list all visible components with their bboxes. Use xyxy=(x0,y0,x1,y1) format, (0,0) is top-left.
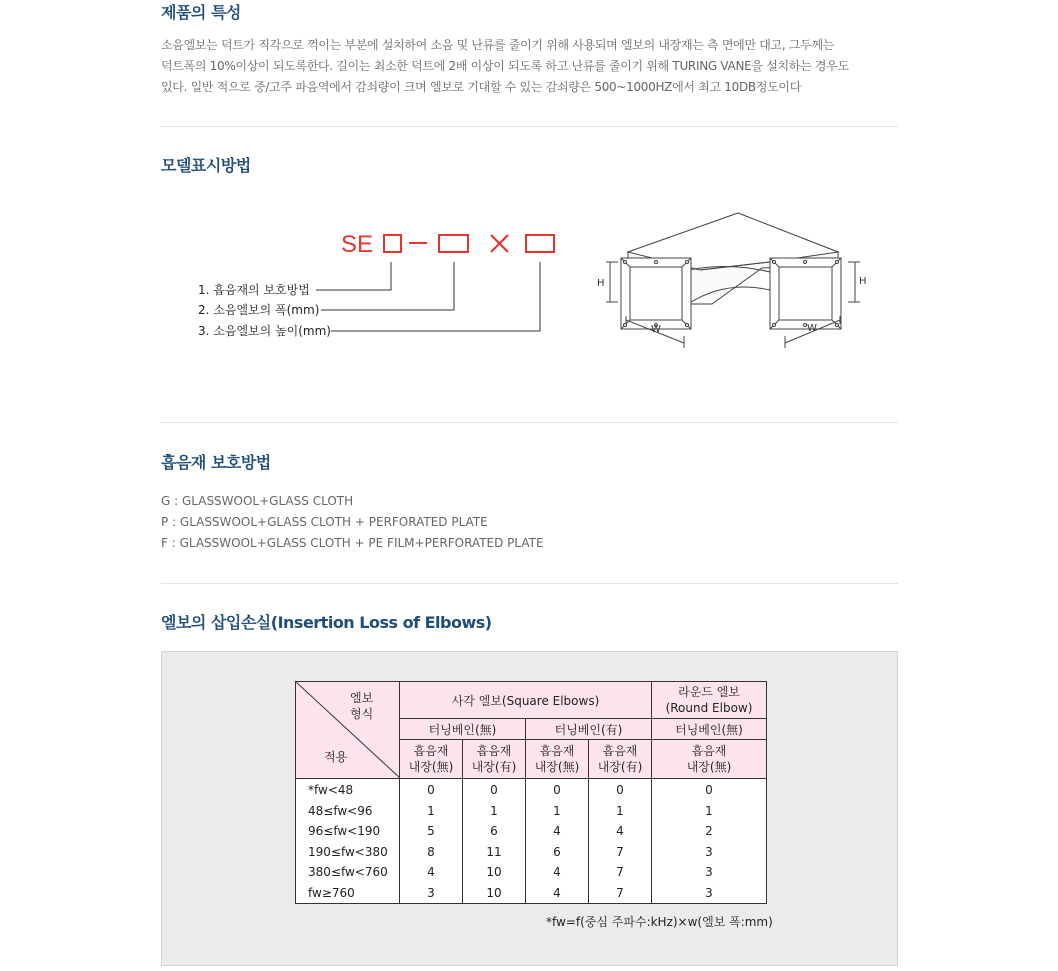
lining-header xyxy=(463,740,526,779)
value-cell: 1 xyxy=(463,801,526,822)
model-diagram xyxy=(0,0,1058,420)
apply-label: 적용 xyxy=(324,750,348,764)
value-cell: 6 xyxy=(526,842,589,863)
lining-label: 내장(無) xyxy=(408,760,454,774)
value-cell: 4 xyxy=(526,862,589,883)
legend-2: 2. 소음엘보의 폭(mm) xyxy=(198,303,320,317)
vane-no-header: 터닝베인(無) xyxy=(400,719,526,740)
protection-section xyxy=(161,450,898,554)
lining-label: 내장(無) xyxy=(534,760,580,774)
value-cell: 0 xyxy=(652,779,767,801)
value-cell: 10 xyxy=(463,883,526,904)
features-line-2: 덕트폭의 10%이상이 되도록한다. 길이는 최소한 덕트에 2배 이상이 되도록 하고 난류를 줄이기 위해 TURING VANE을 설치하는 경우도 xyxy=(161,59,849,73)
table-row xyxy=(296,821,767,842)
insertion-loss-table xyxy=(295,681,767,904)
abs-label: 흡음재 xyxy=(602,744,638,758)
type-label-2: 형식 xyxy=(350,707,374,721)
table-row xyxy=(296,801,767,822)
value-cell: 2 xyxy=(652,821,767,842)
dim-h-left: H xyxy=(597,278,605,289)
value-cell: 1 xyxy=(400,801,463,822)
vane-yes-header: 터닝베인(有) xyxy=(526,719,652,740)
insertion-section xyxy=(161,610,898,633)
value-cell: 4 xyxy=(400,862,463,883)
lining-label: 내장(有) xyxy=(597,760,643,774)
footnote: *fw=f(중심 주파수:kHz)×w(엘보 폭:mm) xyxy=(546,915,773,929)
divider xyxy=(161,583,898,584)
cond-cell: 190≤fw<380 xyxy=(296,842,400,863)
value-cell: 0 xyxy=(589,779,652,801)
dim-h-right: H xyxy=(859,276,867,287)
lining-header xyxy=(400,740,463,779)
protection-title: 흡음재 보호방법 xyxy=(161,453,271,472)
divider xyxy=(161,422,898,423)
value-cell: 0 xyxy=(400,779,463,801)
legend-1: 1. 흡음재의 보호방법 xyxy=(198,283,310,297)
abs-label: 흡음재 xyxy=(539,744,575,758)
abs-label: 흡음재 xyxy=(691,744,727,758)
value-cell: 7 xyxy=(589,862,652,883)
protection-item: F : GLASSWOOL+GLASS CLOTH + PE FILM+PERFORATED PLATE xyxy=(161,536,544,550)
value-cell: 0 xyxy=(463,779,526,801)
cond-cell: 96≤fw<190 xyxy=(296,821,400,842)
lining-label: 내장(無) xyxy=(686,760,732,774)
leader-1 xyxy=(316,262,391,290)
value-cell: 7 xyxy=(589,842,652,863)
round-elbow-header xyxy=(652,682,767,719)
type-apply-header xyxy=(296,682,400,779)
code-box-2 xyxy=(439,235,468,252)
abs-label: 흡음재 xyxy=(476,744,512,758)
protection-item: P : GLASSWOOL+GLASS CLOTH + PERFORATED PLATE xyxy=(161,515,488,529)
type-label-1: 엘보 xyxy=(350,691,374,705)
value-cell: 1 xyxy=(589,801,652,822)
lining-header xyxy=(526,740,589,779)
table-row xyxy=(296,842,767,863)
value-cell: 4 xyxy=(589,821,652,842)
dim-w-left: W xyxy=(651,324,661,335)
dim-w-right: W xyxy=(807,323,817,334)
cond-cell: fw≥760 xyxy=(296,883,400,904)
code-prefix: SE xyxy=(341,231,374,258)
cond-cell: *fw<48 xyxy=(296,779,400,801)
protection-item: G : GLASSWOOL+GLASS CLOTH xyxy=(161,494,354,508)
value-cell: 3 xyxy=(652,842,767,863)
value-cell: 8 xyxy=(400,842,463,863)
value-cell: 3 xyxy=(400,883,463,904)
features-title: 제품의 특성 xyxy=(161,3,241,22)
value-cell: 11 xyxy=(463,842,526,863)
legend-3: 3. 소음엘보의 높이(mm) xyxy=(198,324,331,338)
cond-cell: 48≤fw<96 xyxy=(296,801,400,822)
insertion-panel xyxy=(161,651,898,966)
value-cell: 1 xyxy=(526,801,589,822)
leader-2 xyxy=(321,262,454,310)
value-cell: 4 xyxy=(526,821,589,842)
lining-label: 내장(有) xyxy=(471,760,517,774)
code-box-3 xyxy=(526,235,554,252)
value-cell: 0 xyxy=(526,779,589,801)
lining-header xyxy=(652,740,767,779)
value-cell: 6 xyxy=(463,821,526,842)
value-cell: 5 xyxy=(400,821,463,842)
table-row xyxy=(296,862,767,883)
square-elbow-header: 사각 엘보(Square Elbows) xyxy=(400,682,652,719)
abs-label: 흡음재 xyxy=(413,744,449,758)
leader-3 xyxy=(331,262,540,331)
round-label-2: (Round Elbow) xyxy=(665,701,753,715)
value-cell: 1 xyxy=(652,801,767,822)
round-label-1: 라운드 엘보 xyxy=(678,685,740,699)
value-cell: 3 xyxy=(652,883,767,904)
code-box-1 xyxy=(384,235,401,252)
cond-cell: 380≤fw<760 xyxy=(296,862,400,883)
lining-header xyxy=(589,740,652,779)
table-row xyxy=(296,779,767,801)
value-cell: 7 xyxy=(589,883,652,904)
diagonal-line xyxy=(296,682,400,778)
value-cell: 10 xyxy=(463,862,526,883)
features-line-1: 소음엘보는 덕트가 직각으로 꺽이는 부분에 설치하여 소음 및 난류를 줄이기 위해 사용되며 엘보의 내장재는 측 면에만 대고, 그두께는 xyxy=(161,38,835,52)
model-title: 모델표시방법 xyxy=(161,156,251,175)
features-line-3: 있다. 일반 적으로 중/고주 파음역에서 감쇠량이 크며 엘보로 기대할 수 있는 감쇠량은 500~1000HZ에서 최고 10DB정도이다 xyxy=(161,80,802,94)
table-row xyxy=(296,883,767,904)
value-cell: 3 xyxy=(652,862,767,883)
value-cell: 4 xyxy=(526,883,589,904)
insertion-title: 엘보의 삽입손실(Insertion Loss of Elbows) xyxy=(161,613,492,632)
round-vane-header: 터닝베인(無) xyxy=(652,719,767,740)
elbow-drawing xyxy=(621,213,841,329)
